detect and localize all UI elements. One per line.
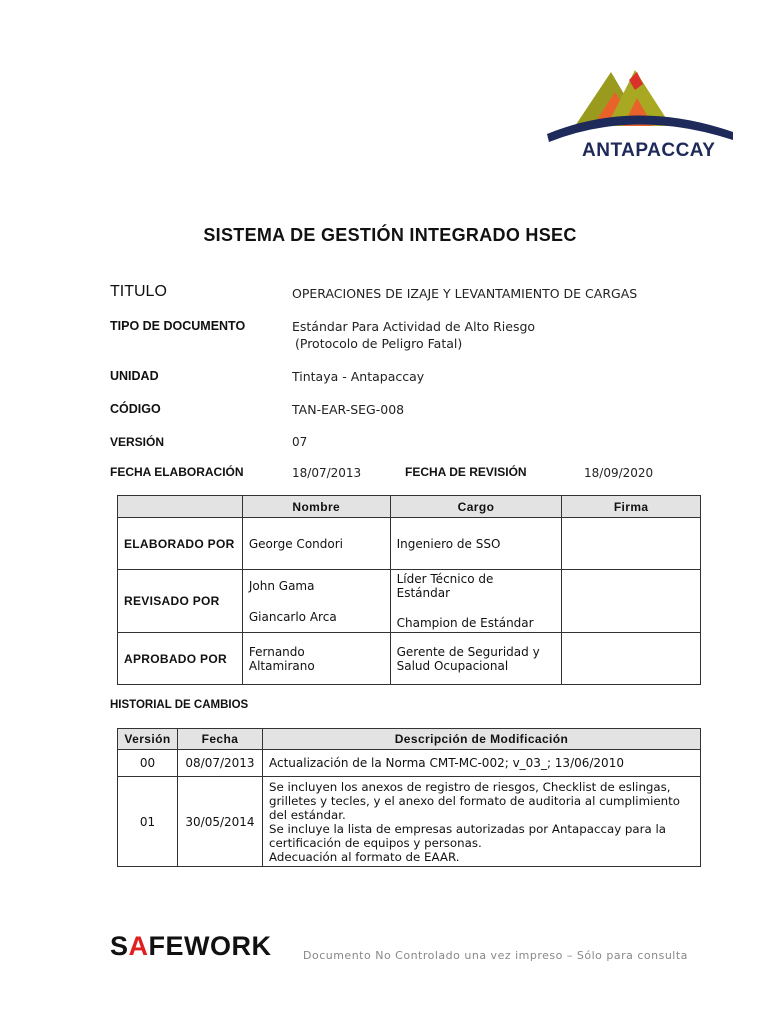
revisado-nombre <box>242 570 390 633</box>
revisado-row <box>118 570 701 633</box>
history-table <box>117 728 701 867</box>
history-row2-desc-line: certificación de equipos y personas. <box>268 835 482 850</box>
history-row2-desc <box>262 777 700 867</box>
revisado-cargo <box>390 570 562 633</box>
aprobado-firma <box>562 633 701 685</box>
unidad-label: UNIDAD <box>110 369 159 383</box>
revisado-label: REVISADO POR <box>118 570 243 633</box>
revisado-nombre-1: John Gama <box>248 578 315 593</box>
header-cargo: Cargo <box>390 496 562 518</box>
history-row1-fecha: 08/07/2013 <box>177 750 262 777</box>
history-row2-version: 01 <box>118 777 178 867</box>
revisado-cargo-1a: Líder Técnico de <box>396 572 494 586</box>
mountain-logo-icon <box>545 62 735 142</box>
unidad-value: Tintaya - Antapaccay <box>292 369 425 384</box>
history-row <box>118 777 701 867</box>
elaborado-label: ELABORADO POR <box>118 518 243 570</box>
aprobado-nombre-2: Altamirano <box>248 658 315 673</box>
tipo-value-2: (Protocolo de Peligro Fatal) <box>295 336 463 351</box>
history-row1-version: 00 <box>118 750 178 777</box>
revisado-nombre-2: Giancarlo Arca <box>248 609 337 624</box>
elaborado-firma <box>562 518 701 570</box>
tipo-label: TIPO DE DOCUMENTO <box>110 319 246 333</box>
fecha-revision-value: 18/09/2020 <box>584 466 654 480</box>
revisado-cargo-1b: Estándar <box>396 586 451 600</box>
aprobado-cargo <box>390 633 562 685</box>
aprobado-cargo-2: Salud Ocupacional <box>396 658 509 673</box>
history-row2-desc-line: Se incluye la lista de empresas autorizadas por Antapaccay para la <box>268 821 666 836</box>
history-header-fecha: Fecha <box>177 729 262 750</box>
aprobado-label: APROBADO POR <box>118 633 243 685</box>
aprobado-cargo-1: Gerente de Seguridad y <box>396 644 540 659</box>
history-title: HISTORIAL DE CAMBIOS <box>110 699 249 711</box>
safework-logo-rest: FEWORK <box>148 931 272 961</box>
fecha-elaboracion-value: 18/07/2013 <box>292 466 362 480</box>
company-logo <box>545 62 735 162</box>
safework-logo-a: A <box>128 931 149 961</box>
history-row2-desc-line: grilletes y tecles, y el anexo del formato de auditoria al cumplimiento <box>268 793 680 808</box>
version-value: 07 <box>292 435 308 449</box>
history-row <box>118 750 701 777</box>
aprobado-nombre-1: Fernando <box>248 644 305 659</box>
aprobado-nombre <box>242 633 390 685</box>
elaborado-nombre: George Condori <box>242 518 390 570</box>
header-blank <box>118 496 243 518</box>
safework-logo-s: S <box>110 931 129 961</box>
history-row2-desc-line: Adecuación al formato de EAAR. <box>268 849 460 864</box>
version-label: VERSIÓN <box>110 435 165 449</box>
fecha-revision-label: FECHA DE REVISIÓN <box>405 465 527 479</box>
aprobado-row <box>118 633 701 685</box>
codigo-label: CÓDIGO <box>110 402 161 416</box>
company-name: ANTAPACCAY <box>582 140 716 161</box>
history-header-row <box>118 729 701 750</box>
titulo-value: OPERACIONES DE IZAJE Y LEVANTAMIENTO DE CARGAS <box>292 286 638 301</box>
history-row2-fecha: 30/05/2014 <box>177 777 262 867</box>
history-row2-desc-line: del estándar. <box>268 807 346 822</box>
elaborado-cargo: Ingeniero de SSO <box>390 518 562 570</box>
approval-table <box>117 495 701 685</box>
revisado-cargo-2: Champion de Estándar <box>396 616 534 630</box>
codigo-value: TAN-EAR-SEG-008 <box>292 402 405 417</box>
tipo-value-1: Estándar Para Actividad de Alto Riesgo <box>292 319 536 334</box>
header-nombre: Nombre <box>242 496 390 518</box>
footer-note: Documento No Controlado una vez impreso – Sólo para consulta <box>303 949 688 962</box>
history-header-version: Versión <box>118 729 178 750</box>
history-row2-desc-line: Se incluyen los anexos de registro de riesgos, Checklist de eslingas, <box>268 779 671 794</box>
approval-header-row <box>118 496 701 518</box>
revisado-firma <box>562 570 701 633</box>
header-firma: Firma <box>562 496 701 518</box>
elaborado-row <box>118 518 701 570</box>
fecha-elaboracion-label: FECHA ELABORACIÓN <box>110 465 244 479</box>
page-title: SISTEMA DE GESTIÓN INTEGRADO HSEC <box>203 225 577 245</box>
titulo-label: TITULO <box>110 283 167 300</box>
history-row1-desc: Actualización de la Norma CMT-MC-002; v_03_; 13/06/2010 <box>262 750 700 777</box>
safework-logo <box>110 931 272 962</box>
history-header-desc: Descripción de Modificación <box>262 729 700 750</box>
